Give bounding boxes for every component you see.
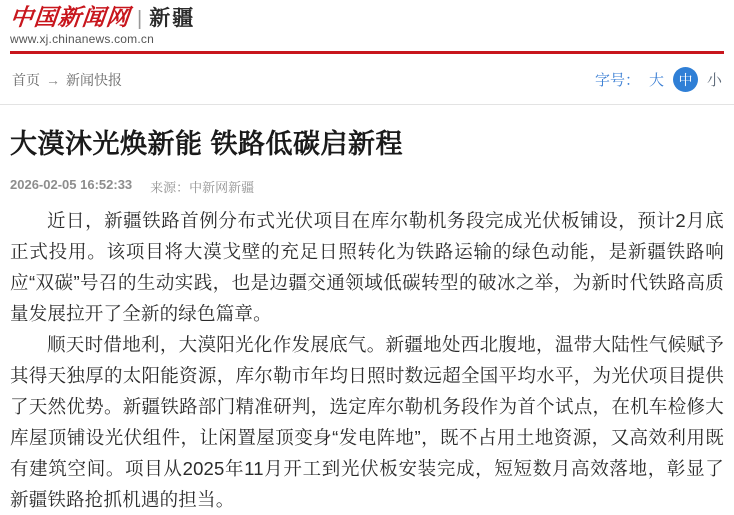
subbar-divider xyxy=(0,104,734,105)
article-paragraph: 近日，新疆铁路首例分布式光伏项目在库尔勒机务段完成光伏板铺设，预计2月底正式投用。该项目将大漠戈壁的充足日照转化为铁路运输的绿色动能，是新疆铁路响应“双碳”号召的生动实践，也是边疆交通领域低碳转型的破冰之举，为新时代铁路高质量发展拉开了全新的绿色篇章。 xyxy=(10,210,724,324)
font-size-small-button[interactable]: 小 xyxy=(706,72,722,89)
font-size-large-button[interactable]: 大 xyxy=(648,72,664,89)
article xyxy=(0,122,734,515)
article-source: 来源：中新网新疆 xyxy=(150,180,255,195)
article-datetime: 2026-02-05 16:52:33 xyxy=(10,177,133,192)
font-size-medium-button[interactable]: 中 xyxy=(673,67,698,92)
logo-brand-text: 中国新闻网 xyxy=(8,4,132,31)
site-url: www.xj.chinanews.com.cn xyxy=(10,32,154,46)
logo-divider: | xyxy=(137,8,143,30)
logo-region-text: 新疆 xyxy=(149,6,196,30)
article-meta xyxy=(10,177,724,196)
site-logo[interactable] xyxy=(10,6,724,29)
article-body xyxy=(10,205,724,515)
article-paragraph: 顺天时借地利，大漠阳光化作发展底气。新疆地处西北腹地，温带大陆性气候赋予其得天独厚的太阳能资源，库尔勒市年均日照时数远超全国平均水平，为光伏项目提供了天然优势。新疆铁路部门精准研判，选定库尔勒机务段作为首个试点，在机车检修大库屋顶铺设光伏组件，让闲置屋顶变身“发电阵地”，既不占用土地资源，又高效利用既有建筑空间。项目从2025年11月开工到光伏板安装完成，短短数月高效落地，彰显了新疆铁路抢抓机遇的担当。 xyxy=(10,334,724,510)
breadcrumb-home-link[interactable]: 首页 xyxy=(12,71,40,88)
site-header xyxy=(0,0,734,54)
font-size-label: 字号： xyxy=(594,72,640,89)
font-size-widget xyxy=(595,67,722,92)
breadcrumb xyxy=(12,70,122,90)
article-title: 大漠沐光焕新能 铁路低碳启新程 xyxy=(10,129,404,159)
breadcrumb-arrow-icon: → xyxy=(46,71,60,88)
breadcrumb-section-link[interactable]: 新闻快报 xyxy=(66,71,122,88)
breadcrumb-bar xyxy=(0,54,734,104)
